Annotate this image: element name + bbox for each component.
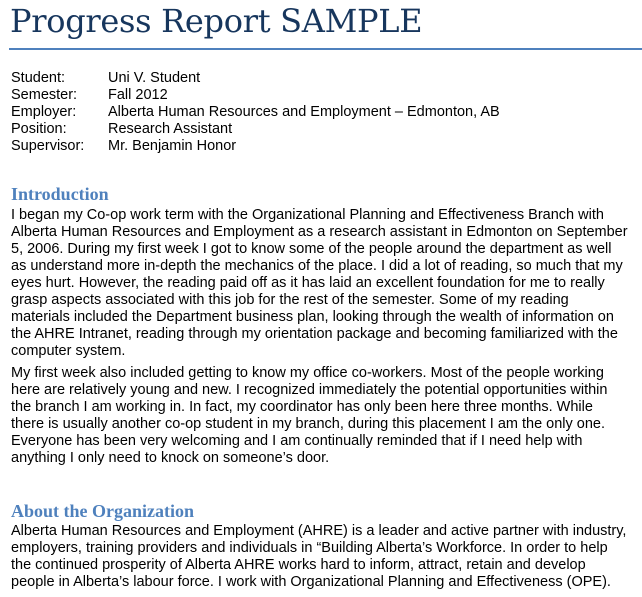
text-line: eyes hurt. However, the reading paid off as it has laid an excellent foundation for me to really <box>11 275 605 291</box>
info-value: Alberta Human Resources and Employment – Edmonton, AB <box>108 104 500 120</box>
info-row-position <box>11 121 500 138</box>
info-value: Uni V. Student <box>108 70 201 86</box>
info-label: Employer: <box>11 104 77 120</box>
text-line: as understand more in-depth the mechanics of the place. I did a lot of reading, so much that my <box>11 258 623 274</box>
text-line: I began my Co-op work term with the Organizational Planning and Effectiveness Branch with <box>11 207 604 223</box>
text-line: the AHRE Intranet, reading through my orientation package and becoming familiarized with the <box>11 326 618 342</box>
info-row-student <box>11 70 500 87</box>
text-line: My first week also included getting to know my office co-workers. Most of the people working <box>11 365 604 381</box>
info-row-employer <box>11 104 500 121</box>
student-info <box>11 70 500 155</box>
text-line: there is usually another co-op student in my branch, during this placement I am the only one. <box>11 416 606 432</box>
text-line: people in Alberta’s labour force. I work with Organizational Planning and Effectiveness (OPE). <box>11 574 611 590</box>
text-line: anything I only need to knock on someone’s door. <box>11 450 330 466</box>
section-heading-about-organization: About the Organization <box>11 501 195 521</box>
introduction-paragraph-1 <box>11 207 628 360</box>
text-line: Everyone has been very welcoming and I am continually reminded that if I need help with <box>11 433 583 449</box>
section-heading-introduction: Introduction <box>11 184 109 204</box>
document-title: Progress Report SAMPLE <box>10 2 423 40</box>
info-value: Research Assistant <box>108 121 233 137</box>
text-line: materials included the Department business plan, looking through the wealth of information on <box>11 309 614 325</box>
info-label: Semester: <box>11 87 78 103</box>
text-line: Alberta Human Resources and Employment as a research assistant in Edmonton on September <box>11 224 628 240</box>
text-line: the continued prosperity of Alberta AHRE works hard to inform, attract, retain and develop <box>11 557 586 573</box>
text-line: Alberta Human Resources and Employment (AHRE) is a leader and active partner with industry, <box>11 523 627 539</box>
text-line: the branch I am working in. In fact, my coordinator has only been here three months. While <box>11 399 593 415</box>
introduction-paragraph-2 <box>11 365 607 467</box>
info-label: Student: <box>11 70 66 86</box>
info-value: Fall 2012 <box>108 87 168 103</box>
info-row-semester <box>11 87 500 104</box>
text-line: 5, 2006. During my first week I got to know some of the people around the department as well <box>11 241 612 257</box>
text-line: employers, training providers and individuals in “Building Alberta’s Workforce. In order to help <box>11 540 608 556</box>
about-organization-paragraph <box>11 523 626 591</box>
info-label: Position: <box>11 121 67 137</box>
text-line: here are relatively young and new. I recognized immediately the potential opportunities within <box>11 382 608 398</box>
info-row-supervisor <box>11 138 500 155</box>
text-line: grasp aspects associated with this job for the rest of the semester. Some of my reading <box>11 292 569 308</box>
info-label: Supervisor: <box>11 138 85 154</box>
title-divider <box>9 48 642 50</box>
info-value: Mr. Benjamin Honor <box>108 138 237 154</box>
text-line: computer system. <box>11 343 126 359</box>
